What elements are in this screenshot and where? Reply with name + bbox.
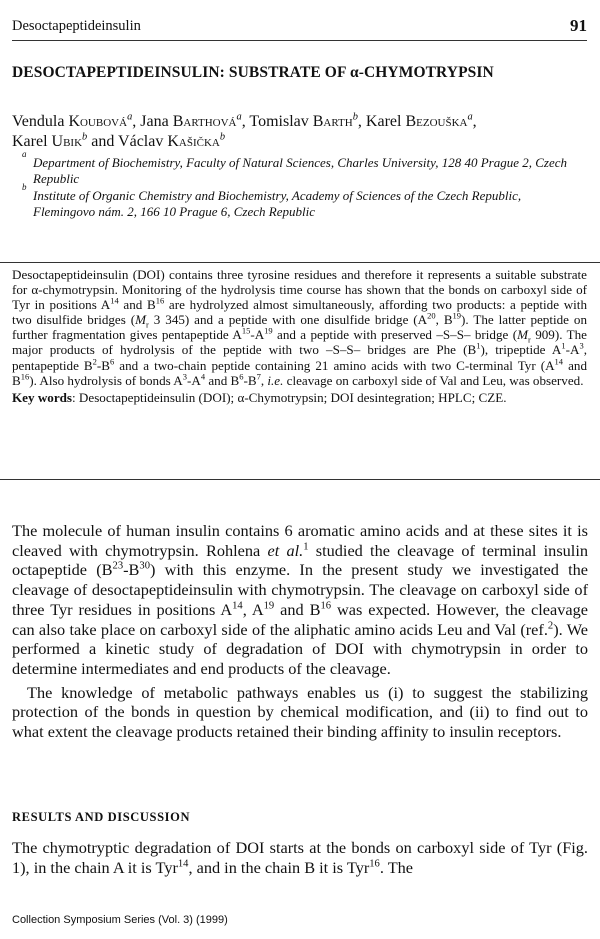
- footer: Collection Symposium Series (Vol. 3) (1999): [12, 914, 228, 926]
- author: Karel Bezouška$^a$: [365, 111, 473, 130]
- abstract-text: Desoctapeptideinsulin (DOI) contains three tyrosine residues and therefore it represents a suitable substrate for α-chymotrypsin. Monitoring of the hydrolysis time course has shown that the bonds on carboxyl side of Tyr in positions $A^{14}$ and $B^{16}$ are hydrolyzed almost simultaneously, affording two products: a peptide with two disulfide bridges ($M_r$ 3 345) and a peptide with one disulfide bridge ($A^{20}$, $B^{19}$). The latter peptide on further fragmentation gives pentapeptide $A^{15}-A^{19}$ and a peptide with preserved –S–S– bridge ($M_r$ 909). The major products of hydrolysis of the peptide with two –S–S– bridges are Phe $(B^1)$, tripeptide $A^1-A^3$, pentapeptide $B^2-B^6$ and a two-chain peptide containing 21 amino acids with two C-terminal Tyr ($A^{14}$ and $B^{16}$). Also hydrolysis of bonds $A^3-A^4$ and $B^6-B^7$, i.e. cleavage on carboxyl side of Val and Leu, was observed.: [12, 267, 587, 388]
- author: Tomislav Barth$^b$: [249, 111, 358, 130]
- abstract: [12, 267, 587, 405]
- author: Václav Kašička$^b$: [118, 131, 226, 150]
- author-list: Vendula Koubová$^a$, Jana Barthová$^a$, Tomislav Barth$^b$, Karel Bezouška$^a$, Karel Ubik$^b$ and Václav Kašička$^b$: [12, 111, 477, 150]
- introduction: [12, 521, 588, 742]
- affiliation-a: a Department of Biochemistry, Faculty of Natural Sciences, Charles University, 128 40 Prague 2, Czech Republic: [22, 149, 568, 186]
- keywords: Key words: Desoctapeptideinsulin (DOI); α-Chymotrypsin; DOI desintegration; HPLC; CZE.: [12, 389, 507, 405]
- header-rule: [12, 40, 587, 41]
- running-header: [12, 16, 587, 38]
- affiliation-b: b Institute of Organic Chemistry and Biochemistry, Academy of Sciences of the Czech Republic, Flemingovo nám. 2, 166 10 Prague 6, Czech Republic: [22, 182, 522, 219]
- running-title: Desoctapeptideinsulin: [12, 18, 141, 34]
- abstract-rule-top: [0, 262, 600, 263]
- results-paragraph: The chymotryptic degradation of DOI starts at the bonds on carboxyl side of Tyr (Fig. 1), in the chain A it is Tyr$^{14}$, and in the chain B it is Tyr$^{16}$. The: [12, 838, 588, 877]
- paper-title: DESOCTAPEPTIDEINSULIN: SUBSTRATE OF α-CHYMOTRYPSIN: [12, 64, 494, 81]
- page-number: 91: [570, 16, 587, 35]
- author: Jana Barthová$^a$: [140, 111, 242, 130]
- author: Vendula Koubová$^a$: [12, 111, 133, 130]
- author: Karel Ubik$^b$: [12, 131, 88, 150]
- affiliations: [22, 149, 582, 221]
- abstract-rule-bottom: [0, 479, 600, 480]
- section-heading: RESULTS AND DISCUSSION: [12, 810, 191, 824]
- intro-paragraph-2: The knowledge of metabolic pathways enables us (i) to suggest the stabilizing protection of the bonds in question by chemical modification, and (ii) to find out to what extent the cleavage products retained their binding affinity to insulin receptors.: [12, 682, 588, 742]
- intro-paragraph-1: The molecule of human insulin contains 6 aromatic amino acids and at these sites it is cleaved with chymotrypsin. Rohlena et al.$^1$ studied the cleavage of terminal insulin octapeptide $(B^{23}-B^{30})$ with this enzyme. In the present study we investigated the cleavage of desoctapeptideinsulin with chymotrypsin. The cleavage on carboxyl side of three Tyr residues in positions $A^{14}$, $A^{19}$ and $B^{16}$ was expected. However, the cleavage can also take place on carboxyl side of the aliphatic amino acids Leu and Val (ref.$^2$). We performed a kinetic study of degradation of DOI with chymotrypsin in order to determine intermediates and end products of the cleavage.: [12, 521, 589, 678]
